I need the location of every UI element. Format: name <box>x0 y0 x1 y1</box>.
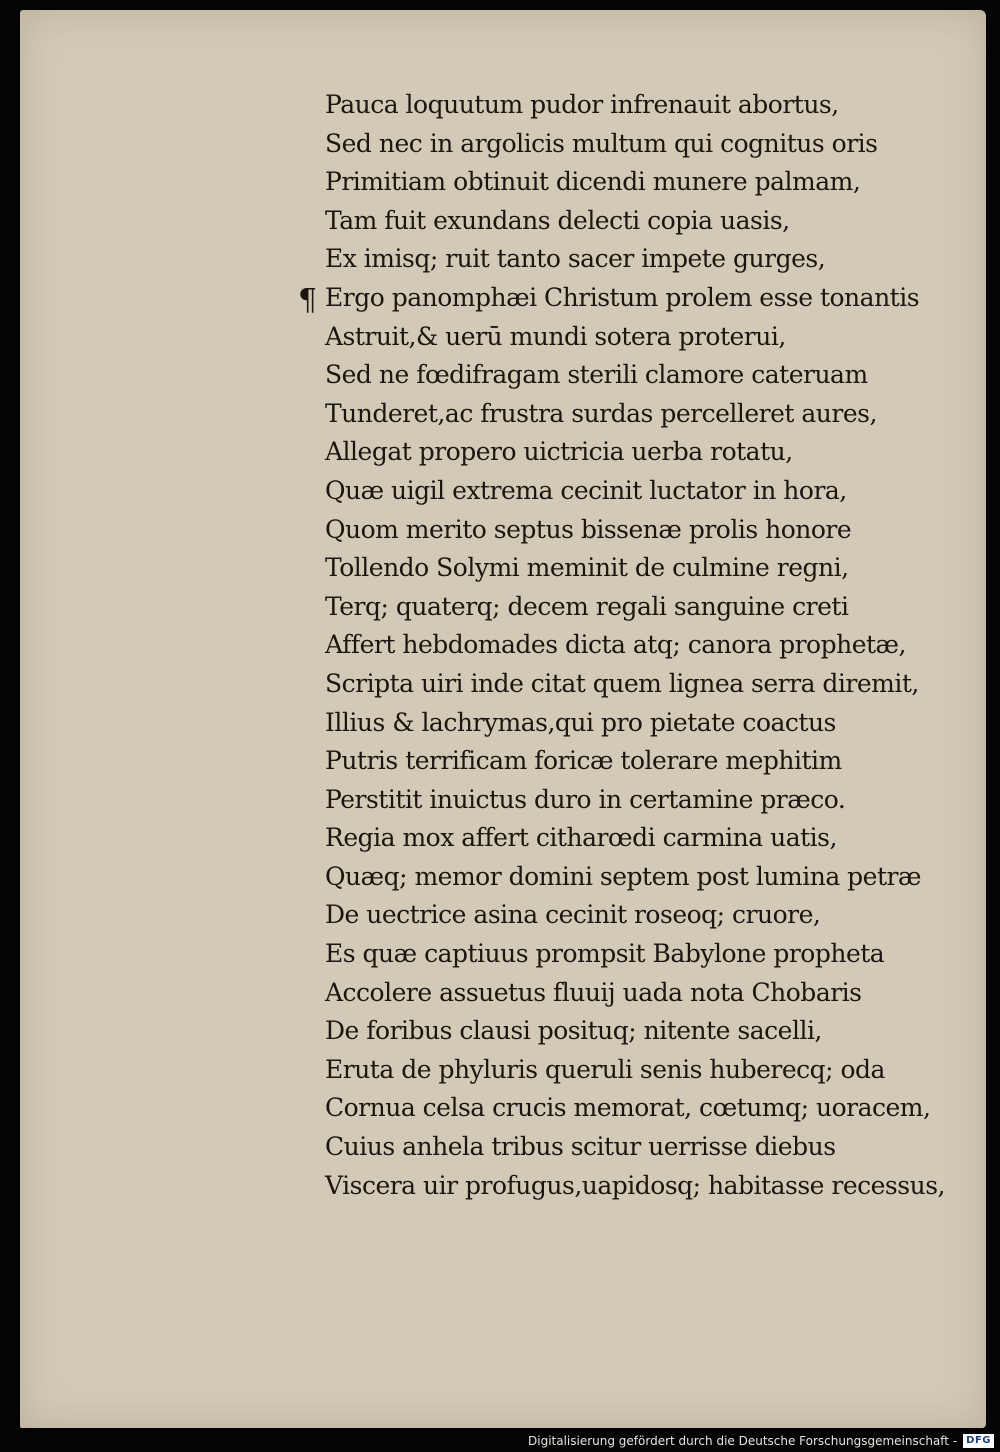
verse-line: Sed ne fœdifragam sterili clamore cateruam <box>325 360 868 390</box>
verse-line: Perstitit inuictus duro in certamine præco. <box>325 784 846 814</box>
verse-line: Quæq; memor domini septem post lumina petræ <box>325 861 921 891</box>
verse-line: Ex imisq; ruit tanto sacer impete gurges, <box>325 244 826 274</box>
verse-line: Cornua celsa crucis memorat, cœtumq; uoracem, <box>325 1093 931 1123</box>
verse-line: Ergo panomphæi Christum prolem esse tonantis <box>325 282 920 312</box>
verse-line: Tollendo Solymi meminit de culmine regni, <box>325 553 849 583</box>
verse-line: Eruta de phyluris queruli senis huberecq; oda <box>325 1054 885 1084</box>
verse-line: Regia mox affert citharœdi carmina uatis, <box>325 823 837 853</box>
pilcrow-mark: ¶ <box>298 283 318 318</box>
dfg-logo: DFG <box>963 1434 994 1448</box>
verse-line: Sed nec in argolicis multum qui cognitus oris <box>325 128 878 158</box>
verse-line: Quæ uigil extrema cecinit luctator in hora, <box>325 475 847 505</box>
verse-line: Terq; quaterq; decem regali sanguine creti <box>325 591 849 621</box>
verse-line: Pauca loquutum pudor infrenauit abortus, <box>325 90 839 119</box>
verse-line: Astruit,& uerū mundi sotera proterui, <box>325 321 786 351</box>
verse-line: Allegat propero uictricia uerba rotatu, <box>325 437 793 467</box>
verse-line: Tam fuit exundans delecti copia uasis, <box>325 205 790 235</box>
verse-line: De foribus clausi posituq; nitente sacelli, <box>325 1016 822 1046</box>
verse-line: Affert hebdomades dicta atq; canora prophetæ, <box>325 630 906 660</box>
digitization-credit <box>528 1434 994 1448</box>
credit-text: Digitalisierung gefördert durch die Deutsche Forschungsgemeinschaft - <box>528 1434 958 1448</box>
verse-line: Tunderet,ac frustra surdas percelleret aures, <box>325 398 877 428</box>
verse-line: Cuius anhela tribus scitur uerrisse diebus <box>325 1132 836 1162</box>
verse-line: Scripta uiri inde citat quem lignea serra diremit, <box>325 668 919 698</box>
verse-line: Primitiam obtinuit dicendi munere palmam, <box>325 167 861 197</box>
verse-line: Illius & lachrymas,qui pro pietate coactus <box>325 707 836 737</box>
verse-line: Quom merito septus bissenæ prolis honore <box>325 514 852 544</box>
verse-block <box>325 86 945 1205</box>
verse-line: Es quæ captiuus prompsit Babylone propheta <box>325 939 885 969</box>
verse-line: De uectrice asina cecinit roseoq; cruore, <box>325 900 821 930</box>
verse-line: Viscera uir profugus,uapidosq; habitasse recessus, <box>325 1170 945 1200</box>
verse-line: Accolere assuetus fluuij uada nota Chobaris <box>325 977 862 1007</box>
verse-line: Putris terrificam foricæ tolerare mephitim <box>325 746 842 776</box>
